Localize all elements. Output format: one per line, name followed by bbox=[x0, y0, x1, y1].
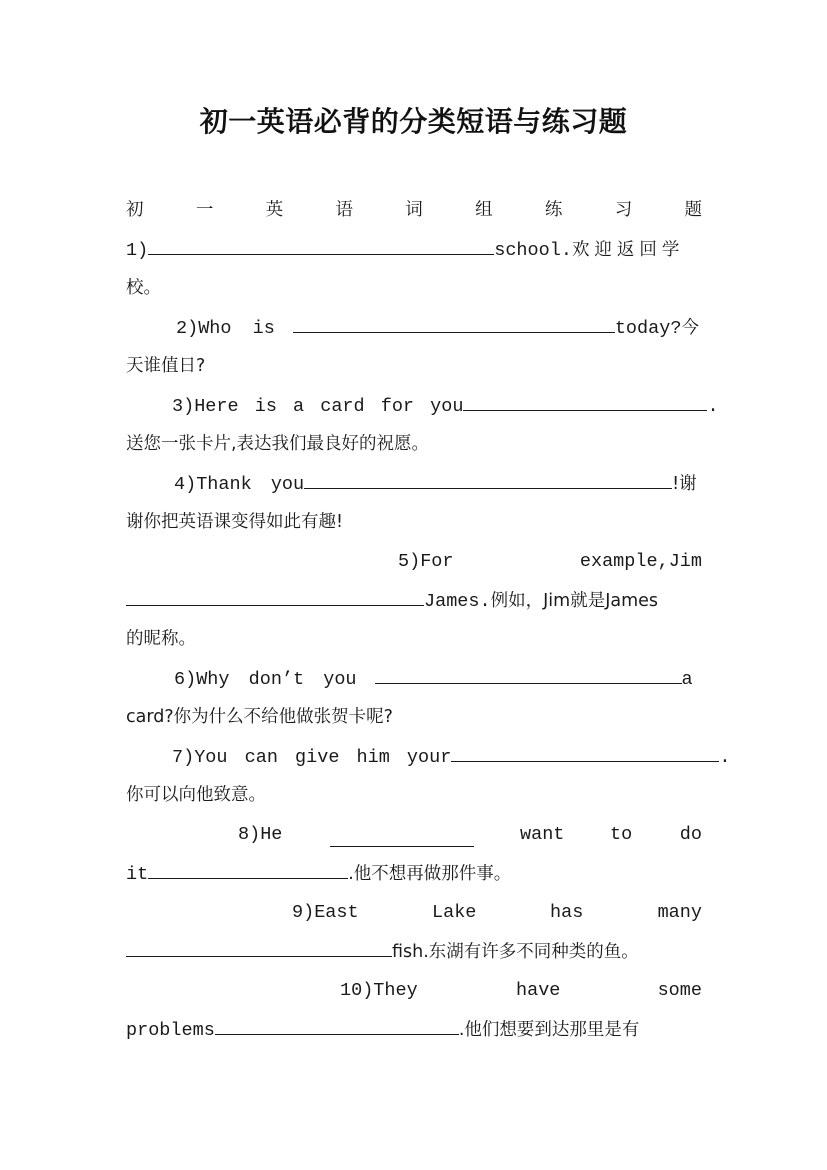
question-3 bbox=[126, 386, 719, 425]
question-10-continued bbox=[126, 1010, 702, 1049]
translation-text: .他不想再做那件事。 bbox=[348, 864, 512, 884]
heading-char: 词 bbox=[405, 200, 423, 220]
translation-text: 今 bbox=[681, 318, 699, 338]
question-text: 5)For bbox=[398, 551, 454, 572]
question-text: want bbox=[520, 824, 565, 845]
question-4-continued bbox=[126, 503, 702, 542]
section-heading bbox=[126, 191, 702, 230]
answer-blank[interactable] bbox=[304, 464, 672, 489]
question-3-continued bbox=[126, 425, 702, 464]
question-text: school. bbox=[494, 240, 572, 261]
translation-text: fish.东湖有许多不同种类的鱼。 bbox=[392, 942, 639, 962]
question-text: 10)They bbox=[340, 980, 418, 1001]
heading-char: 语 bbox=[335, 200, 353, 220]
question-number: 1) bbox=[126, 240, 149, 261]
question-7-continued bbox=[126, 776, 702, 815]
heading-char: 一 bbox=[195, 200, 214, 220]
heading-char: 组 bbox=[475, 200, 493, 220]
question-text: 2)Who is bbox=[176, 318, 275, 339]
question-5-continued-2 bbox=[126, 620, 702, 659]
answer-blank[interactable] bbox=[293, 308, 615, 333]
question-5 bbox=[126, 542, 702, 581]
question-text: example,Jim bbox=[579, 551, 702, 572]
question-9-continued bbox=[126, 932, 702, 971]
answer-blank[interactable] bbox=[463, 386, 707, 411]
answer-blank[interactable] bbox=[215, 1010, 459, 1035]
translation-text: !谢 bbox=[672, 474, 697, 494]
translation-text: 例如，Jim就是James bbox=[490, 591, 659, 611]
answer-blank[interactable] bbox=[148, 854, 348, 879]
question-1 bbox=[126, 230, 702, 269]
question-text: many bbox=[657, 902, 702, 923]
question-text: today? bbox=[614, 318, 682, 339]
question-text: . bbox=[719, 747, 731, 768]
question-6 bbox=[126, 659, 702, 698]
answer-blank[interactable] bbox=[375, 659, 682, 684]
question-6-continued bbox=[126, 698, 702, 737]
translation-text: 欢迎返回学 bbox=[571, 240, 685, 260]
question-text: . bbox=[707, 396, 719, 417]
question-4 bbox=[126, 464, 702, 503]
question-8 bbox=[126, 815, 702, 854]
question-text: 4)Thank you bbox=[174, 474, 305, 495]
question-1-continued bbox=[126, 269, 702, 308]
question-8-continued bbox=[126, 854, 702, 893]
heading-char: 习 bbox=[614, 200, 633, 220]
document-title: 初一英语必背的分类短语与练习题 bbox=[199, 105, 628, 138]
question-text: some bbox=[657, 980, 702, 1001]
answer-blank[interactable] bbox=[126, 581, 424, 606]
question-text: have bbox=[516, 980, 561, 1001]
heading-char: 练 bbox=[544, 200, 563, 220]
question-text: problems bbox=[126, 1020, 215, 1041]
translation-text: 谢你把英语课变得如此有趣! bbox=[126, 512, 344, 532]
question-text: 6)Why don’t you bbox=[174, 669, 357, 690]
question-9 bbox=[126, 893, 702, 932]
question-5-continued bbox=[126, 581, 702, 620]
question-text: 3)Here is a card for you bbox=[172, 396, 464, 417]
answer-blank[interactable] bbox=[126, 932, 392, 957]
question-text: do bbox=[679, 824, 702, 845]
question-text: 7)You can give him your bbox=[172, 747, 452, 768]
heading-char: 初 bbox=[126, 200, 144, 220]
heading-char: 题 bbox=[684, 200, 702, 220]
translation-text: 校。 bbox=[126, 278, 161, 298]
question-2-continued bbox=[126, 347, 702, 386]
translation-text: 的昵称。 bbox=[126, 629, 196, 649]
translation-text: 天谁值日? bbox=[126, 356, 206, 376]
question-text: it bbox=[126, 864, 149, 885]
answer-blank[interactable] bbox=[330, 822, 474, 847]
question-text: Lake bbox=[432, 902, 477, 923]
question-2 bbox=[126, 308, 702, 347]
question-10 bbox=[126, 971, 702, 1010]
question-text: a bbox=[681, 669, 693, 690]
translation-text: .他们想要到达那里是有 bbox=[458, 1020, 640, 1040]
question-text: to bbox=[610, 824, 633, 845]
answer-blank[interactable] bbox=[451, 737, 719, 762]
answer-blank[interactable] bbox=[148, 230, 494, 255]
translation-text: 你可以向他致意。 bbox=[126, 785, 266, 805]
translation-text: 送您一张卡片,表达我们最良好的祝愿。 bbox=[126, 434, 430, 454]
heading-char: 英 bbox=[265, 200, 284, 220]
question-text: 9)East bbox=[292, 902, 359, 923]
question-text: has bbox=[550, 902, 584, 923]
question-7 bbox=[126, 737, 731, 776]
question-text: 8)He bbox=[238, 824, 283, 845]
question-text: James. bbox=[424, 591, 491, 612]
translation-text: card?你为什么不给他做张贺卡呢? bbox=[126, 707, 393, 727]
